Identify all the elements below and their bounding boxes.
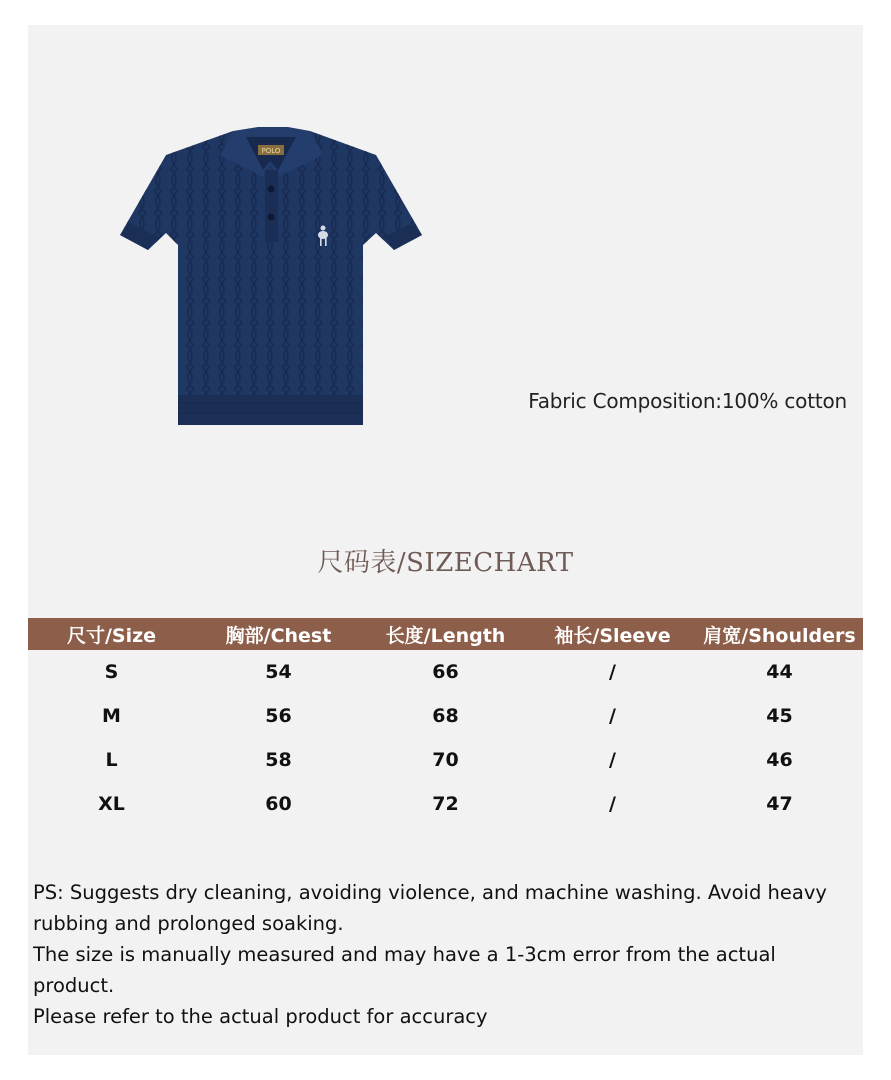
size-chart-title: 尺码表/SIZECHART (317, 548, 574, 578)
header-length: 长度/Length (362, 618, 529, 650)
table-row (28, 650, 863, 694)
table-row (28, 694, 863, 738)
fabric-composition: Fabric Composition:100% cotton (528, 389, 847, 413)
table-row (28, 738, 863, 782)
cell-shoulders: 44 (766, 661, 793, 683)
table-row (28, 782, 863, 826)
header-sleeve: 袖长/Sleeve (529, 618, 696, 650)
header-chest: 胸部/Chest (195, 618, 362, 650)
cell-size: S (104, 661, 119, 683)
product-card (28, 25, 863, 1055)
cell-length: 66 (432, 661, 459, 683)
cell-size: XL (98, 793, 125, 815)
cell-chest: 60 (265, 793, 292, 815)
polo-shirt-image (118, 125, 428, 430)
cell-chest: 56 (265, 705, 292, 727)
cell-sleeve: / (609, 705, 616, 727)
cell-shoulders: 45 (766, 705, 793, 727)
care-note-size: The size is manually measured and may have a 1-3cm error from the actual product. (33, 943, 776, 997)
cell-length: 68 (432, 705, 459, 727)
cell-length: 72 (432, 793, 459, 815)
cell-length: 70 (432, 749, 459, 771)
header-size: 尺寸/Size (28, 618, 195, 650)
care-note-accuracy: Please refer to the actual product for accuracy (33, 1005, 488, 1028)
cell-shoulders: 46 (766, 749, 793, 771)
care-note-ps: PS: Suggests dry cleaning, avoiding violence, and machine washing. Avoid heavy rubbing and prolonged soaking. (33, 881, 827, 935)
cell-sleeve: / (609, 749, 616, 771)
cell-size: M (102, 705, 121, 727)
size-table (28, 618, 863, 826)
care-notes (33, 877, 858, 1032)
cell-size: L (105, 749, 118, 771)
header-shoulders: 肩宽/Shoulders (696, 618, 863, 650)
cell-sleeve: / (609, 661, 616, 683)
cell-sleeve: / (609, 793, 616, 815)
cell-shoulders: 47 (766, 793, 793, 815)
collar-label: POLO (261, 147, 281, 155)
cell-chest: 58 (265, 749, 292, 771)
table-header-row (28, 618, 863, 650)
cell-chest: 54 (265, 661, 292, 683)
